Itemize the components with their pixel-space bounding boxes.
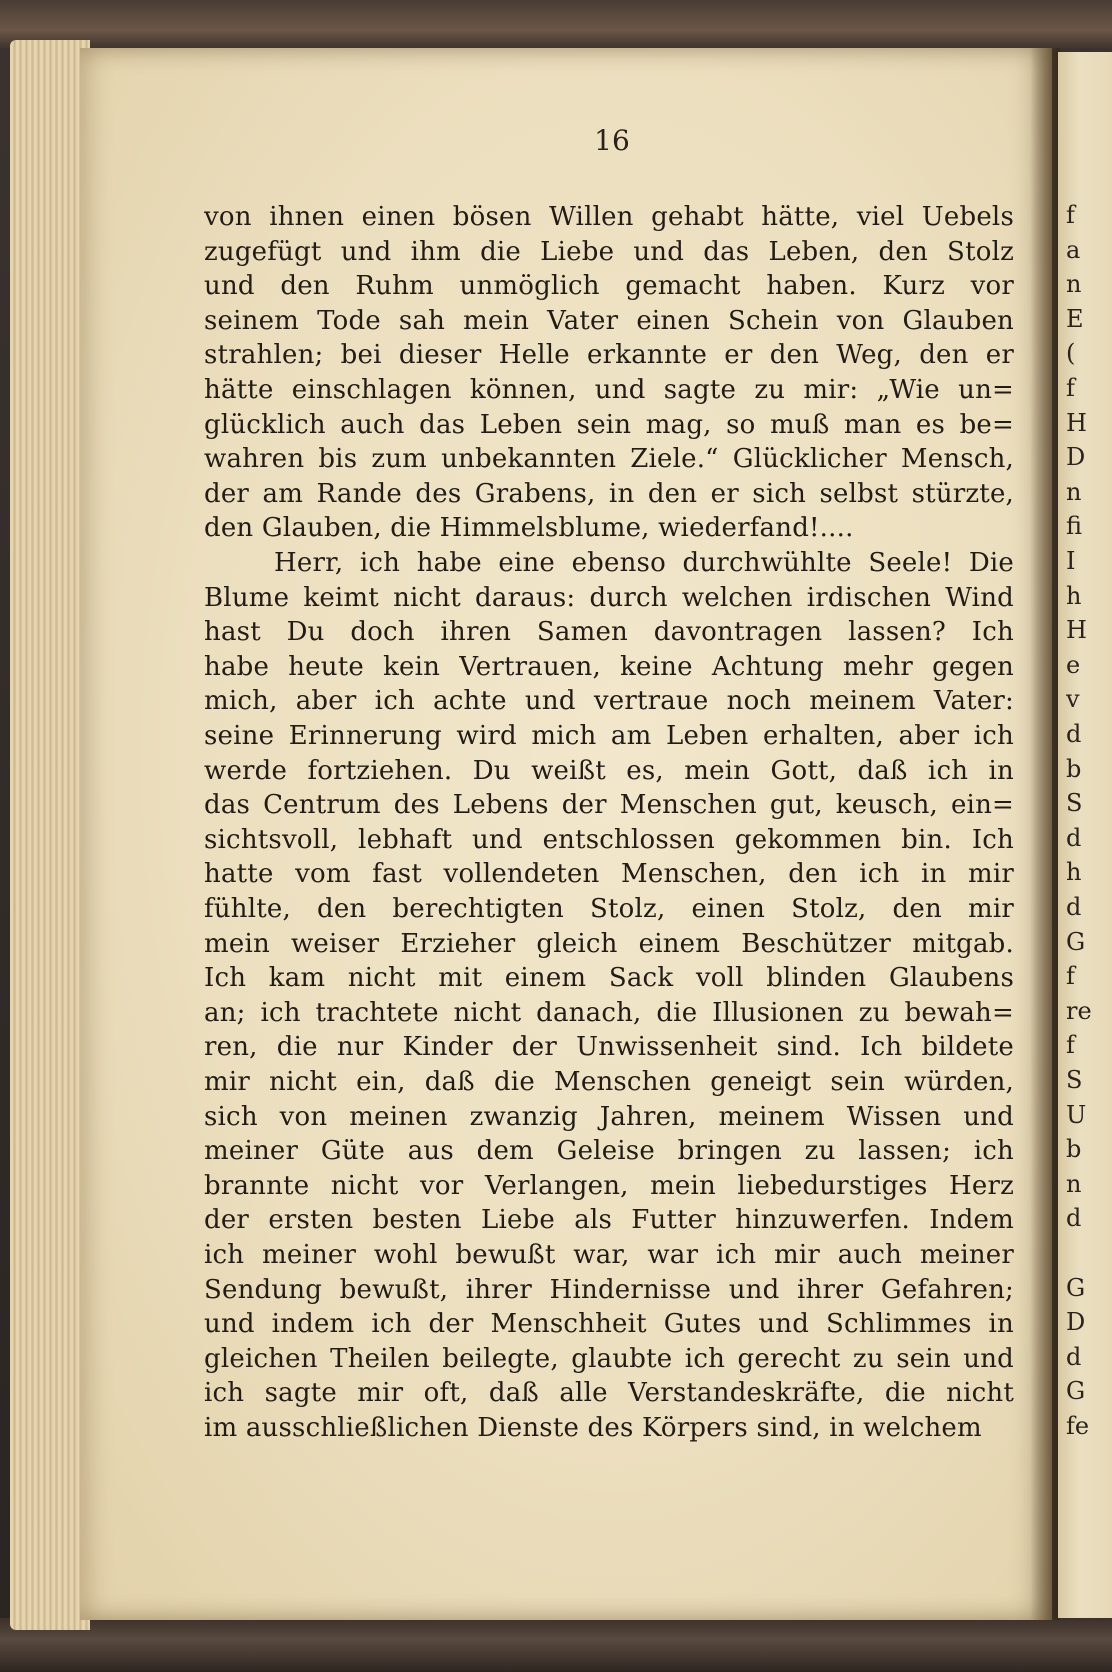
cover-edge-bottom <box>0 1618 1112 1672</box>
page-number: 16 <box>594 124 630 157</box>
body-text <box>204 200 1014 1460</box>
next-page-fragment: G <box>1066 1273 1086 1302</box>
text-line: das Centrum des Lebens der Menschen gut, keusch, ein= <box>204 790 1014 821</box>
next-page-fragment: e <box>1066 650 1081 679</box>
text-line: hätte einschlagen können, und sagte zu mir: „Wie un= <box>204 375 1014 405</box>
next-page-fragment: f <box>1066 374 1075 402</box>
next-page-fragment: d <box>1066 1342 1082 1371</box>
text-line: habe heute kein Vertrauen, keine Achtung mehr gegen <box>204 651 1014 682</box>
next-page-fragment: d <box>1066 720 1082 748</box>
next-page-fragment: fi <box>1066 512 1083 541</box>
next-page-fragment: fe <box>1066 1412 1090 1440</box>
text-line: ich meiner wohl bewußt war, war ich mir auch meiner <box>204 1240 1014 1270</box>
text-line: Blume keimt nicht daraus: durch welchen irdischen Wind <box>204 582 1014 613</box>
next-page-fragment: d <box>1066 1204 1082 1233</box>
next-page-fragment: n <box>1066 270 1082 299</box>
next-page-fragment: H <box>1066 408 1087 437</box>
next-page-fragment: H <box>1066 616 1087 645</box>
text-line: strahlen; bei dieser Helle erkannte er den Weg, den er <box>204 340 1014 371</box>
next-page-fragment: U <box>1066 1100 1087 1129</box>
next-page-fragment: S <box>1066 1066 1083 1094</box>
text-line: und indem ich der Menschheit Gutes und Schlimmes in <box>204 1309 1014 1340</box>
text-line: meiner Güte aus dem Geleise bringen zu lassen; ich <box>204 1136 1014 1167</box>
next-page-fragment: f <box>1066 201 1075 229</box>
next-page-edge <box>1058 52 1112 1618</box>
page-stack <box>10 40 90 1630</box>
next-page-fragment: ( <box>1066 339 1076 368</box>
text-line: sichtsvoll, lebhaft und entschlossen gekommen bin. Ich <box>204 824 1014 855</box>
next-page-fragment: f <box>1066 1031 1075 1060</box>
text-line: seine Erinnerung wird mich am Leben erhalten, aber ich <box>204 721 1014 751</box>
text-line: hatte vom fast vollendeten Menschen, den ich in mir <box>204 859 1014 890</box>
text-line: Sendung bewußt, ihrer Hindernisse und ihrer Gefahren; <box>204 1274 1014 1305</box>
text-line: von ihnen einen bösen Willen gehabt hätte, viel Uebels <box>204 202 1014 232</box>
text-line: werde fortziehen. Du weißt es, mein Gott, daß ich in <box>204 755 1014 786</box>
next-page-fragment: E <box>1066 304 1084 333</box>
text-line: sich von meinen zwanzig Jahren, meinem Wissen und <box>204 1101 1014 1132</box>
text-line: und den Ruhm unmöglich gemacht haben. Kurz vor <box>204 271 1014 302</box>
text-line: ich sagte mir oft, daß alle Verstandeskräfte, die nicht <box>204 1378 1014 1409</box>
text-line: wahren bis zum unbekannten Ziele.“ Glücklicher Mensch, <box>204 444 1014 475</box>
text-line: den Glauben, die Himmelsblume, wiederfand!.... <box>204 513 854 544</box>
next-page-fragment: v <box>1066 685 1080 714</box>
next-page-fragment: d <box>1066 893 1082 921</box>
next-page-fragment: a <box>1066 235 1081 264</box>
text-line: im ausschließlichen Dienste des Körpers sind, in welchem <box>204 1413 982 1443</box>
next-page-fragment: b <box>1066 1135 1082 1164</box>
next-page-fragment: f <box>1066 962 1075 991</box>
next-page-fragment: re <box>1066 996 1092 1025</box>
next-page-fragment: h <box>1066 581 1082 610</box>
text-line: der ersten besten Liebe als Futter hinzuwerfen. Indem <box>204 1205 1014 1236</box>
text-line: an; ich trachtete nicht danach, die Illusionen zu bewah= <box>204 997 1014 1028</box>
text-line: mir nicht ein, daß die Menschen geneigt sein würden, <box>204 1067 1014 1097</box>
gutter-shadow <box>1030 48 1060 1620</box>
next-page-fragment: D <box>1066 1308 1086 1337</box>
next-page-fragment: D <box>1066 443 1086 472</box>
text-line: hast Du doch ihren Samen davontragen lassen? Ich <box>204 617 1014 648</box>
text-line: Ich kam nicht mit einem Sack voll blinden Glaubens <box>204 963 1014 994</box>
text-line: brannte nicht vor Verlangen, mein liebedurstiges Herz <box>204 1170 1014 1201</box>
next-page-fragment: n <box>1066 477 1082 506</box>
next-page-fragment: G <box>1066 1377 1086 1406</box>
cover-edge-top <box>0 0 1112 50</box>
text-line: mich, aber ich achte und vertraue noch meinem Vater: <box>204 686 1014 717</box>
next-page-fragment: G <box>1066 927 1086 956</box>
next-page-fragment: d <box>1066 823 1082 852</box>
next-page-fragment: n <box>1066 1169 1082 1198</box>
text-line: fühlte, den berechtigten Stolz, einen Stolz, den mir <box>204 894 1014 924</box>
next-page-fragment: h <box>1066 858 1082 887</box>
text-line: Herr, ich habe eine ebenso durchwühlte Seele! Die <box>274 548 1014 578</box>
text-line: ren, die nur Kinder der Unwissenheit sind. Ich bildete <box>204 1032 1014 1063</box>
next-page-fragment: S <box>1066 789 1083 818</box>
text-line: seinem Tode sah mein Vater einen Schein von Glauben <box>204 305 1014 336</box>
next-page-fragment: I <box>1066 547 1076 575</box>
text-line: gleichen Theilen beilegte, glaubte ich gerecht zu sein und <box>204 1343 1014 1374</box>
text-line: mein weiser Erzieher gleich einem Beschützer mitgab. <box>204 928 1014 959</box>
text-line: der am Rande des Grabens, in den er sich selbst stürzte, <box>204 478 1014 509</box>
text-line: zugefügt und ihm die Liebe und das Leben, den Stolz <box>204 236 1014 267</box>
next-page-fragment: b <box>1066 754 1082 783</box>
text-line: glücklich auch das Leben sein mag, so muß man es be= <box>204 409 1014 440</box>
